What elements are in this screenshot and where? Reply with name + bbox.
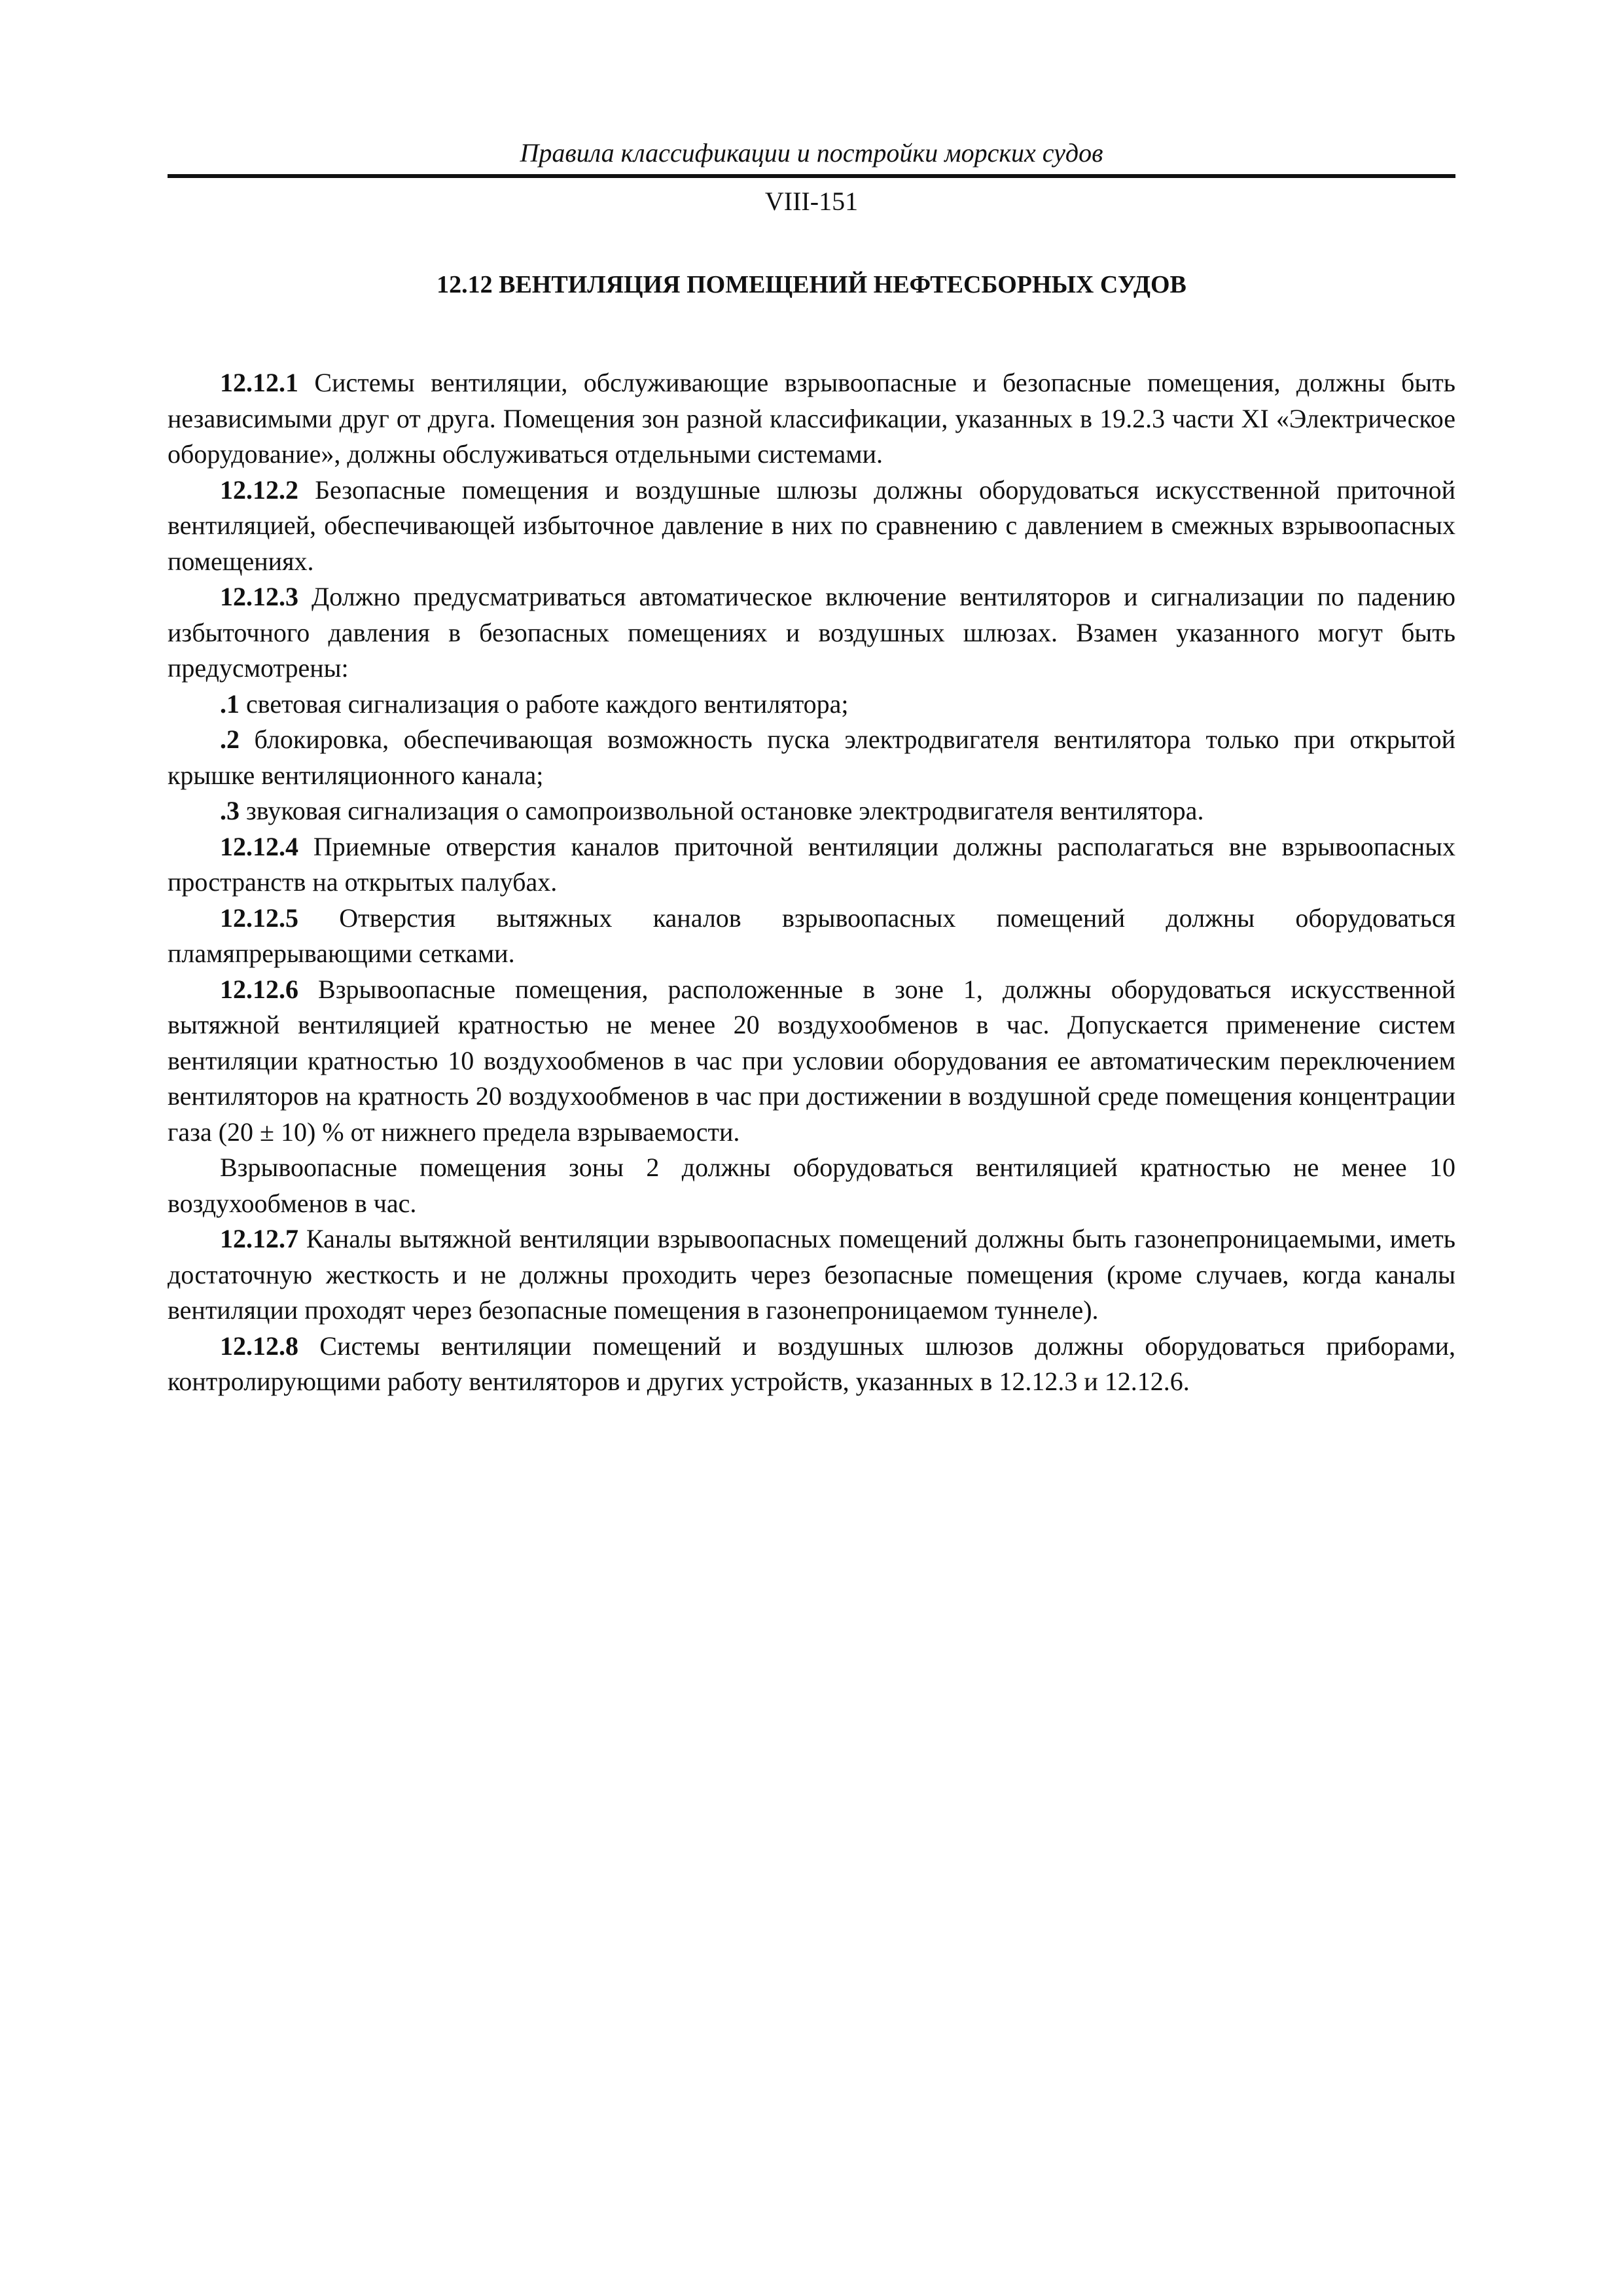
list-item-number: .3 [220,796,240,825]
header-rule [168,174,1455,178]
paragraph-text: Должно предусматриваться автоматическое включение вентиляторов и сигнализации по падению избыточного давления в безопасных помещениях и воздушных шлюзах. Взамен указанного могут быть предусмотрены: [168,582,1455,683]
paragraph-12-12-7 [168,1221,1455,1329]
paragraph-text: Каналы вытяжной вентиляции взрывоопасных помещений должны быть газонепроницаемыми, иметь достаточную жесткость и не должны проходить через безопасные помещения (кроме случаев, когда каналы вентиляции проходят через безопасные помещения в газонепроницаемом туннеле). [168,1224,1455,1325]
list-item-3 [168,793,1455,829]
paragraph-12-12-6 [168,972,1455,1151]
list-item-1 [168,687,1455,723]
list-item-text: световая сигнализация о работе каждого вентилятора; [240,689,849,719]
paragraph-number: 12.12.2 [220,475,298,505]
list-item-number: .2 [220,725,240,754]
paragraph-number: 12.12.6 [220,974,298,1004]
paragraph-12-12-5 [168,901,1455,972]
paragraph-12-12-4 [168,829,1455,901]
paragraph-12-12-3 [168,579,1455,687]
paragraph-text: Взрывоопасные помещения, расположенные в зоне 1, должны оборудоваться искусственной вытяжной вентиляцией кратностью не менее 20 воздухообменов в час. Допускается применение систем вентиляции кратностью 10 воздухообменов в час при условии оборудования ее автоматическим переключением вентиляторов на кратность 20 воздухообменов в час при достижении в воздушной среде помещения концентрации газа (20 ± 10) % от нижнего предела взрываемости. [168,974,1455,1147]
paragraph-12-12-1 [168,365,1455,473]
paragraph-number: 12.12.1 [220,368,298,397]
list-item-text: блокировка, обеспечивающая возможность пуска электродвигателя вентилятора только при открытой крышке вентиляционного канала; [168,725,1455,790]
paragraph-number: 12.12.5 [220,903,298,933]
paragraph-text: Приемные отверстия каналов приточной вентиляции должны располагаться вне взрывоопасных пространств на открытых палубах. [168,831,1455,897]
running-title: Правила классификации и постройки морских судов [520,138,1103,168]
paragraph-number: 12.12.8 [220,1331,298,1361]
list-item-text: звуковая сигнализация о самопроизвольной остановке электродвигателя вентилятора. [240,796,1204,825]
list-item-number: .1 [220,689,240,719]
paragraph-text: Безопасные помещения и воздушные шлюзы должны оборудоваться искусственной приточной вентиляцией, обеспечивающей избыточное давление в них по сравнению с давлением в смежных взрывоопасных помещениях. [168,475,1455,576]
section-body [168,365,1455,1400]
paragraph-text: Взрывоопасные помещения зоны 2 должны оборудоваться вентиляцией кратностью не менее 10 воздухообменов в час. [168,1153,1455,1218]
paragraph-12-12-8 [168,1329,1455,1400]
list-item-2 [168,722,1455,793]
section-title: 12.12 ВЕНТИЛЯЦИЯ ПОМЕЩЕНИЙ НЕФТЕСБОРНЫХ СУДОВ [437,271,1186,298]
paragraph-text: Системы вентиляции, обслуживающие взрывоопасные и безопасные помещения, должны быть независимыми друг от друга. Помещения зон разной классификации, указанных в 19.2.3 части XI «Электрическое оборудование», должны обслуживаться отдельными системами. [168,368,1455,469]
paragraph-12-12-6-zone-2 [168,1150,1455,1221]
page-number: VIII-151 [764,187,859,216]
paragraph-number: 12.12.7 [220,1224,298,1253]
paragraph-12-12-2 [168,473,1455,580]
paragraph-number: 12.12.3 [220,582,298,611]
paragraph-text: Системы вентиляции помещений и воздушных шлюзов должны оборудоваться приборами, контролирующими работу вентиляторов и других устройств, указанных в 12.12.3 и 12.12.6. [168,1331,1455,1396]
paragraph-text: Отверстия вытяжных каналов взрывоопасных помещений должны оборудоваться пламяпрерывающими сетками. [168,903,1455,968]
paragraph-number: 12.12.4 [220,831,298,861]
